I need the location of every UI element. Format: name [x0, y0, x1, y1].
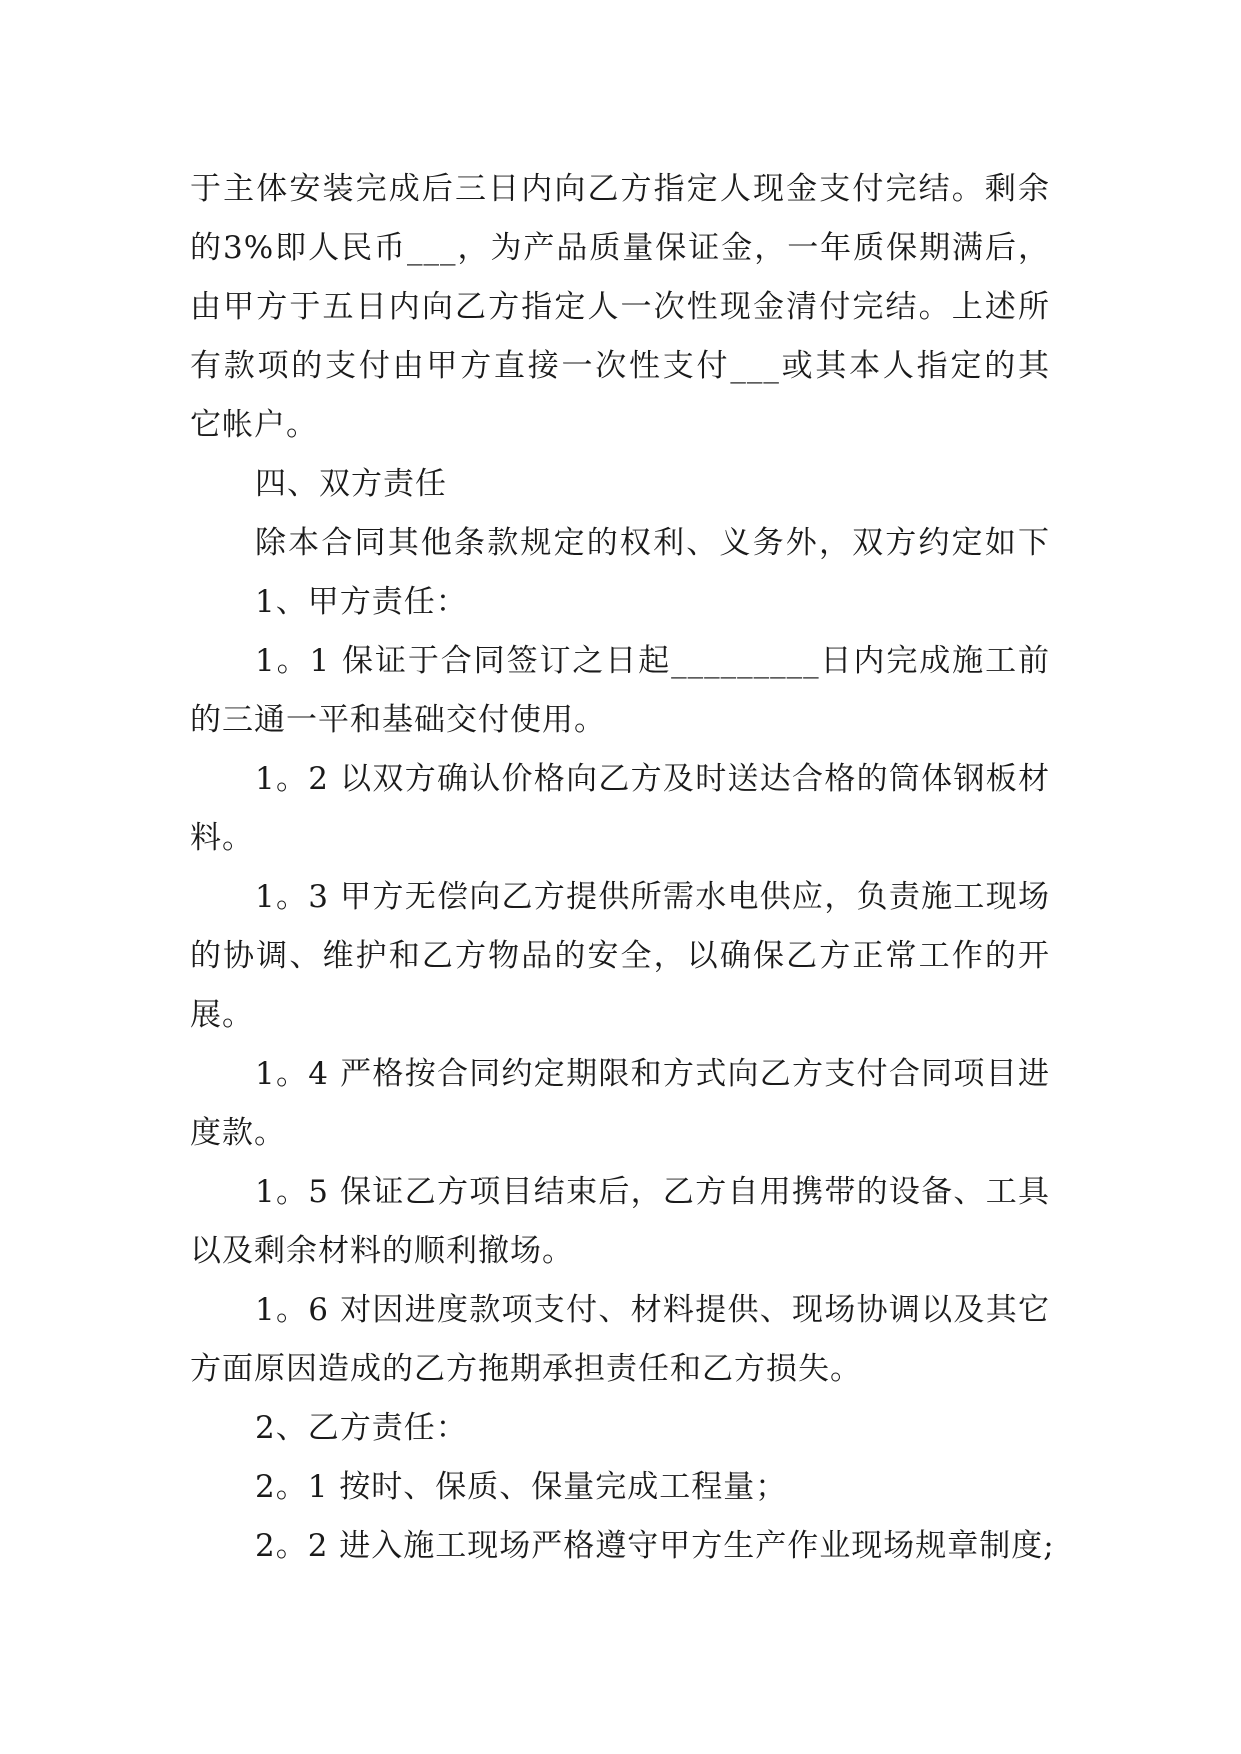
text-line: 1。1 保证于合同签订之日起_________日内完成施工前	[255, 643, 1050, 679]
text-line: 它帐户。	[190, 407, 318, 443]
document-page	[190, 160, 1055, 1576]
text-line: 由甲方于五日内向乙方指定人一次性现金清付完结。上述所	[190, 289, 1050, 325]
subsection-heading: 2、乙方责任：	[255, 1410, 468, 1446]
text-line: 1。2 以双方确认价格向乙方及时送达合格的筒体钢板材	[255, 761, 1050, 797]
text-line: 2。2 进入施工现场严格遵守甲方生产作业现场规章制度;	[255, 1528, 1055, 1564]
text-line: 1。6 对因进度款项支付、材料提供、现场协调以及其它	[255, 1292, 1050, 1328]
text-line: 2。1 按时、保质、保量完成工程量；	[255, 1469, 788, 1505]
text-line: 方面原因造成的乙方拖期承担责任和乙方损失。	[190, 1351, 862, 1387]
text-line: 的协调、维护和乙方物品的安全，以确保乙方正常工作的开	[190, 938, 1050, 974]
text-line: 展。	[190, 997, 254, 1033]
text-line: 除本合同其他条款规定的权利、义务外，双方约定如下	[255, 525, 1050, 561]
text-line: 的三通一平和基础交付使用。	[190, 702, 606, 738]
text-line: 1。4 严格按合同约定期限和方式向乙方支付合同项目进	[255, 1056, 1050, 1092]
text-line: 于主体安装完成后三日内向乙方指定人现金支付完结。剩余	[190, 171, 1050, 207]
text-line: 的3%即人民币___，为产品质量保证金，一年质保期满后，	[190, 230, 1050, 266]
text-line: 料。	[190, 820, 254, 856]
section-heading: 四、双方责任	[255, 466, 447, 502]
text-line: 1。5 保证乙方项目结束后，乙方自用携带的设备、工具	[255, 1174, 1050, 1210]
text-line: 以及剩余材料的顺利撤场。	[190, 1233, 574, 1269]
subsection-heading: 1、甲方责任：	[255, 584, 468, 620]
text-line: 有款项的支付由甲方直接一次性支付___或其本人指定的其	[190, 348, 1050, 384]
text-line: 度款。	[190, 1115, 286, 1151]
text-line: 1。3 甲方无偿向乙方提供所需水电供应，负责施工现场	[255, 879, 1050, 915]
